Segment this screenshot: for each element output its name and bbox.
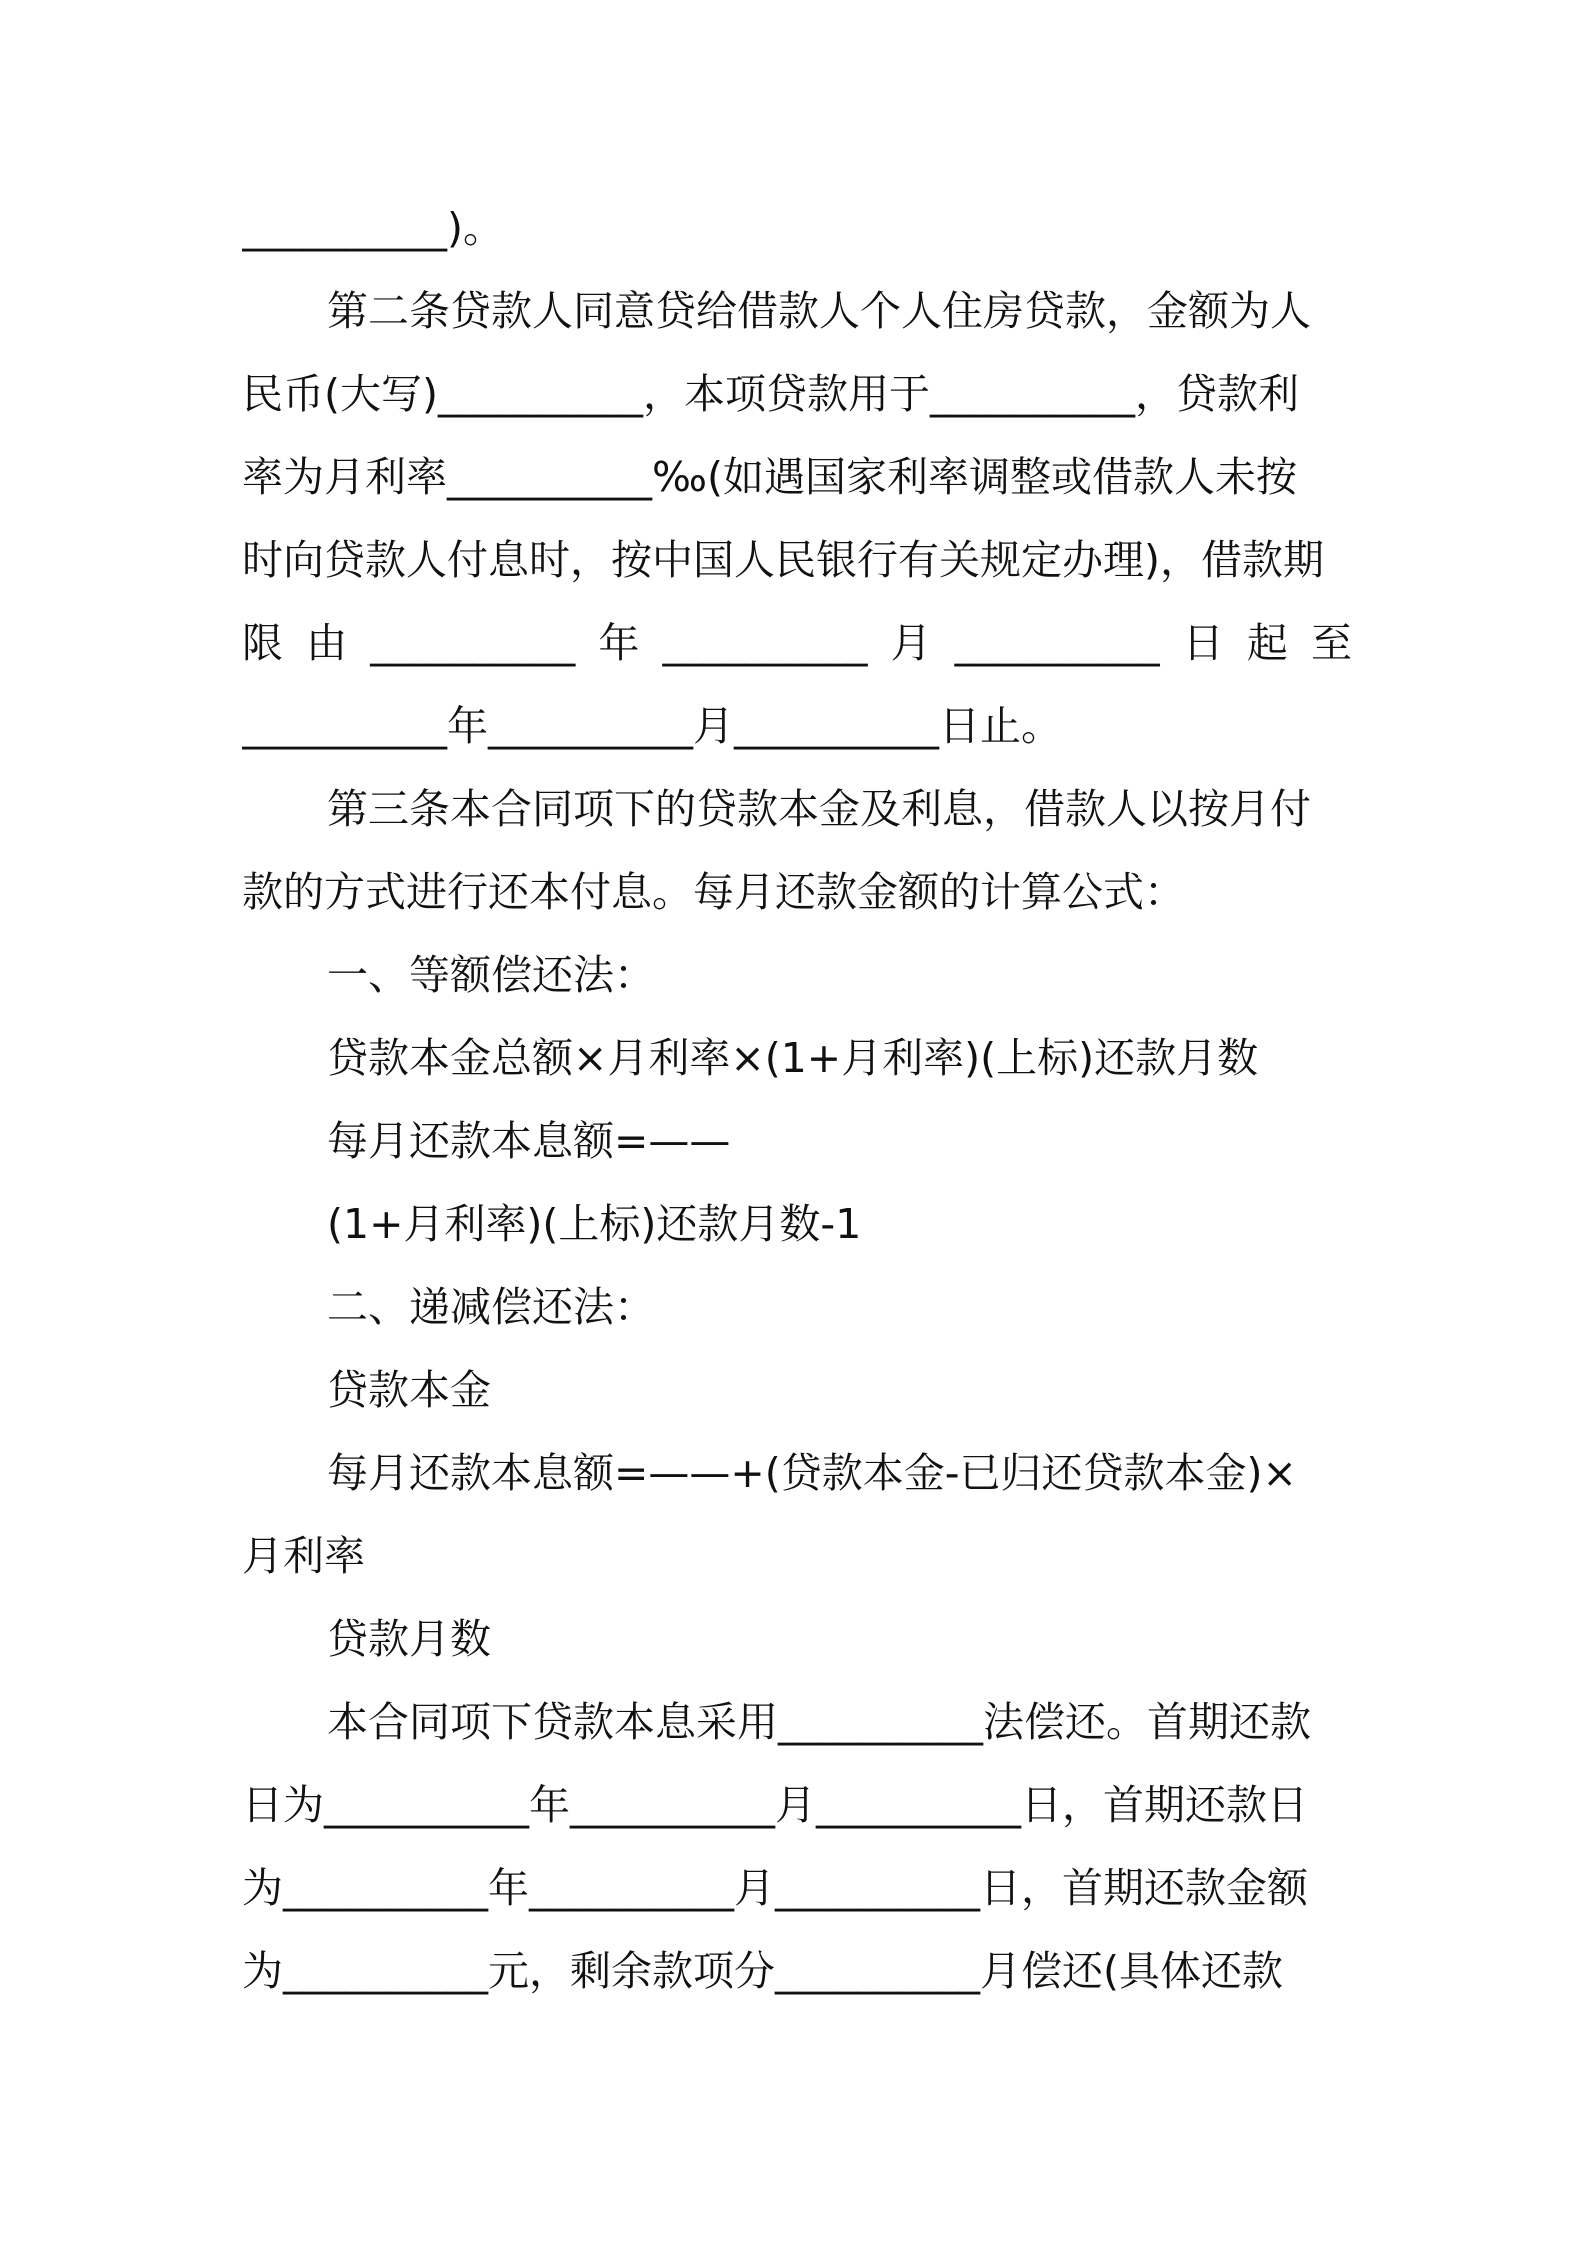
text-line-17: 月利率	[242, 1532, 365, 1580]
text-line-16: 每月还款本息额=——+(贷款本金-已归还贷款本金)×	[327, 1449, 1297, 1497]
text-line-18: 贷款月数	[327, 1615, 491, 1663]
spread-part-9: 起	[1246, 619, 1288, 667]
spread-part-3: __________	[370, 619, 576, 667]
spread-part-10: 至	[1310, 619, 1352, 667]
text-line-1: __________)。	[242, 204, 504, 252]
spread-part-8: 日	[1182, 619, 1224, 667]
text-line-21: 为__________年__________月__________日，首期还款金额	[242, 1864, 1308, 1912]
text-line-8: 第三条本合同项下的贷款本金及利息，借款人以按月付	[327, 785, 1311, 833]
text-line-22: 为__________元，剩余款项分__________月偿还(具体还款	[242, 1947, 1283, 1995]
text-line-9: 款的方式进行还本付息。每月还款金额的计算公式：	[242, 868, 1185, 916]
text-line-14: 二、递减偿还法：	[327, 1283, 655, 1331]
spread-part-6: 月	[890, 619, 932, 667]
text-line-20: 日为__________年__________月__________日，首期还款日	[242, 1781, 1308, 1829]
spread-part-1: 限	[242, 619, 283, 667]
text-line-2: 第二条贷款人同意贷给借款人个人住房贷款，金额为人	[327, 287, 1311, 335]
text-line-10: 一、等额偿还法：	[327, 951, 655, 999]
text-line-15: 贷款本金	[327, 1366, 491, 1414]
spread-part-2: 由	[306, 619, 348, 667]
text-line-12: 每月还款本息额=——	[327, 1117, 731, 1165]
spread-part-4: 年	[598, 619, 640, 667]
text-line-6	[242, 601, 1352, 685]
text-line-11: 贷款本金总额×月利率×(1+月利率)(上标)还款月数	[327, 1034, 1259, 1082]
text-line-3: 民币(大写)__________，本项贷款用于__________，贷款利	[242, 370, 1299, 418]
spread-part-5: __________	[662, 619, 868, 667]
text-line-4: 率为月利率__________‰(如遇国家利率调整或借款人未按	[242, 453, 1298, 501]
text-line-7: __________年__________月__________日止。	[242, 702, 1062, 750]
text-line-13: (1+月利率)(上标)还款月数-1	[327, 1200, 862, 1248]
spread-part-7: __________	[954, 619, 1160, 667]
text-line-19: 本合同项下贷款本息采用__________法偿还。首期还款	[327, 1698, 1311, 1746]
text-line-5: 时向贷款人付息时，按中国人民银行有关规定办理)，借款期	[242, 536, 1324, 584]
